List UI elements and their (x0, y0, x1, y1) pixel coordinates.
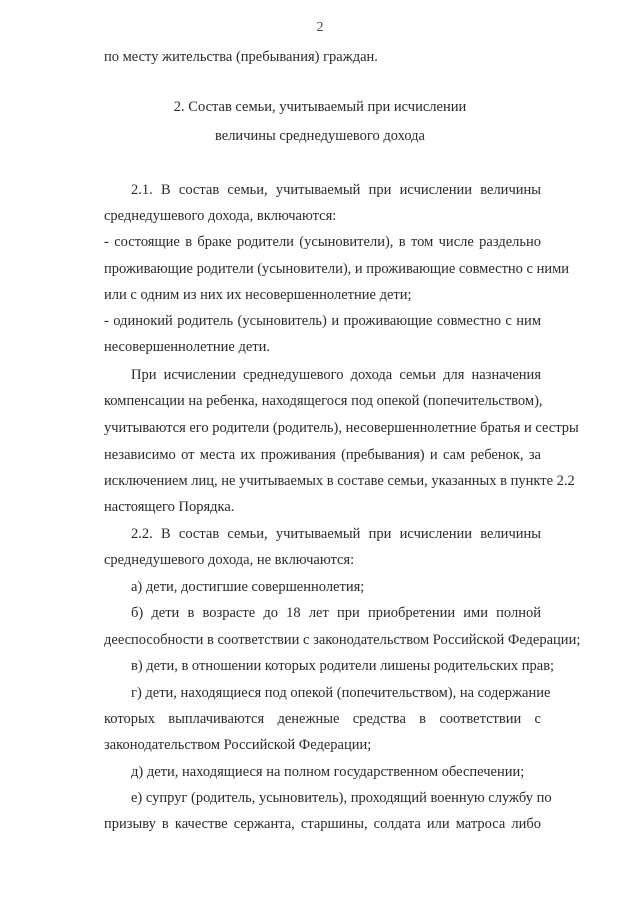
paragraph-line: учитываются его родители (родитель), несовершеннолетние братья и сестры (104, 420, 579, 436)
paragraph-2-1-line: 2.1. В состав семьи, учитываемый при исчислении величины (131, 182, 541, 198)
list-item-line: проживающие родители (усыновители), и проживающие совместно с ними (104, 261, 570, 277)
list-item-d: г) дети, находящиеся под опекой (попечительством), на содержание (131, 685, 551, 701)
list-item-d: которых выплачиваются денежные средства в соответствии с (104, 711, 541, 727)
list-item-c: в) дети, в отношении которых родители лишены родительских прав; (131, 658, 555, 674)
paragraph-line: независимо от места их проживания (пребывания) и сам ребенок, за (104, 447, 541, 463)
section-heading: величины среднедушевого дохода (215, 128, 425, 144)
paragraph-2-2-line: среднедушевого дохода, не включаются: (104, 552, 355, 568)
text-line: по месту жительства (пребывания) граждан. (104, 49, 378, 65)
paragraph-line: При исчислении среднедушевого дохода семьи для назначения (131, 367, 541, 383)
paragraph-line: исключением лиц, не учитываемых в составе семьи, указанных в пункте 2.2 (104, 473, 575, 489)
section-heading: 2. Состав семьи, учитываемый при исчислении (173, 99, 467, 115)
paragraph-2-2-line: 2.2. В состав семьи, учитываемый при исчислении величины (131, 526, 541, 542)
list-item-a: а) дети, достигшие совершеннолетия; (131, 579, 365, 595)
page-number: 2 (316, 20, 324, 35)
list-item-line: несовершеннолетние дети. (104, 339, 270, 355)
paragraph-line: настоящего Порядка. (104, 499, 235, 515)
paragraph-2-1-line: среднедушевого дохода, включаются: (104, 208, 337, 224)
list-item-line: - одинокий родитель (усыновитель) и проживающие совместно с ним (104, 313, 541, 329)
list-item-d: законодательством Российской Федерации; (104, 737, 372, 753)
list-item-f: призыву в качестве сержанта, старшины, солдата или матроса либо (104, 816, 541, 832)
list-item-e: д) дети, находящиеся на полном государственном обеспечении; (131, 764, 525, 780)
list-item-f: е) супруг (родитель, усыновитель), проходящий военную службу по (131, 790, 552, 806)
list-item-line: - состоящие в браке родители (усыновители), в том числе раздельно (104, 234, 541, 250)
paragraph-line: компенсации на ребенка, находящегося под опекой (попечительством), (104, 393, 543, 409)
list-item-b: дееспособности в соответствии с законодательством Российской Федерации; (104, 632, 581, 648)
list-item-b: б) дети в возрасте до 18 лет при приобретении ими полной (131, 605, 541, 621)
list-item-line: или с одним из них их несовершеннолетние дети; (104, 287, 412, 303)
